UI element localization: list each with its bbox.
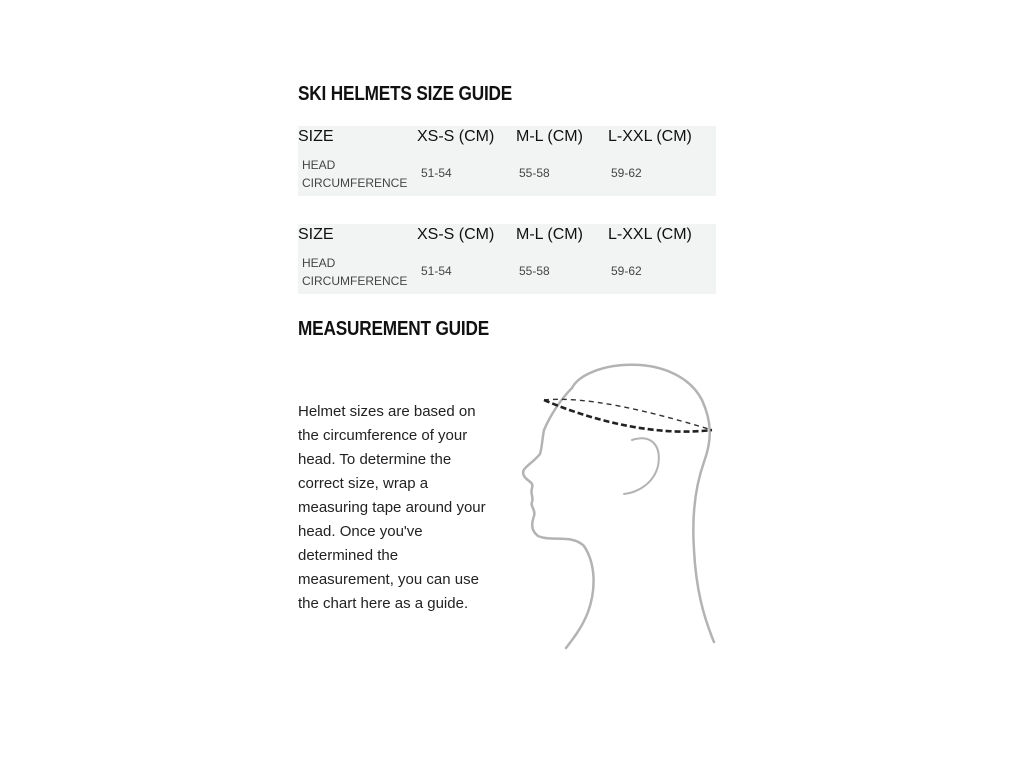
size-column-header: SIZE: [298, 128, 334, 145]
measuring-tape-front: [544, 400, 712, 432]
xs-s-column-header: XS-S (CM): [417, 128, 495, 145]
l-xxl-value: 59-62: [611, 166, 642, 180]
size-guide-page: [298, 0, 718, 768]
m-l-column-header: M-L (CM): [516, 128, 583, 145]
measuring-tape-back: [544, 399, 712, 430]
xs-s-value: 51-54: [421, 264, 452, 278]
head-circumference-label: HEAD CIRCUMFERENCE: [302, 256, 408, 288]
m-l-column-header: M-L (CM): [516, 226, 583, 243]
head-circumference-label: HEAD CIRCUMFERENCE: [302, 158, 408, 190]
size-table: [298, 126, 716, 196]
m-l-value: 55-58: [519, 264, 550, 278]
measurement-guide-title: MEASUREMENT GUIDE: [298, 318, 490, 340]
head-profile-measuring-tape-icon: [516, 350, 718, 650]
l-xxl-column-header: L-XXL (CM): [608, 226, 692, 243]
xs-s-column-header: XS-S (CM): [417, 226, 495, 243]
ear-outline: [624, 438, 659, 494]
head-outline: [572, 365, 714, 642]
l-xxl-column-header: L-XXL (CM): [608, 128, 692, 145]
measurement-description: Helmet sizes are based on the circumference of your head. To determine the correct size, wrap a measuring tape around your head. Once you've determined the measurement, you can use the chart here as a guide.: [298, 403, 486, 612]
m-l-value: 55-58: [519, 166, 550, 180]
xs-s-value: 51-54: [421, 166, 452, 180]
size-table: [298, 224, 716, 294]
l-xxl-value: 59-62: [611, 264, 642, 278]
face-outline: [523, 388, 593, 648]
size-guide-title: SKI HELMETS SIZE GUIDE: [298, 83, 513, 105]
size-column-header: SIZE: [298, 226, 334, 243]
